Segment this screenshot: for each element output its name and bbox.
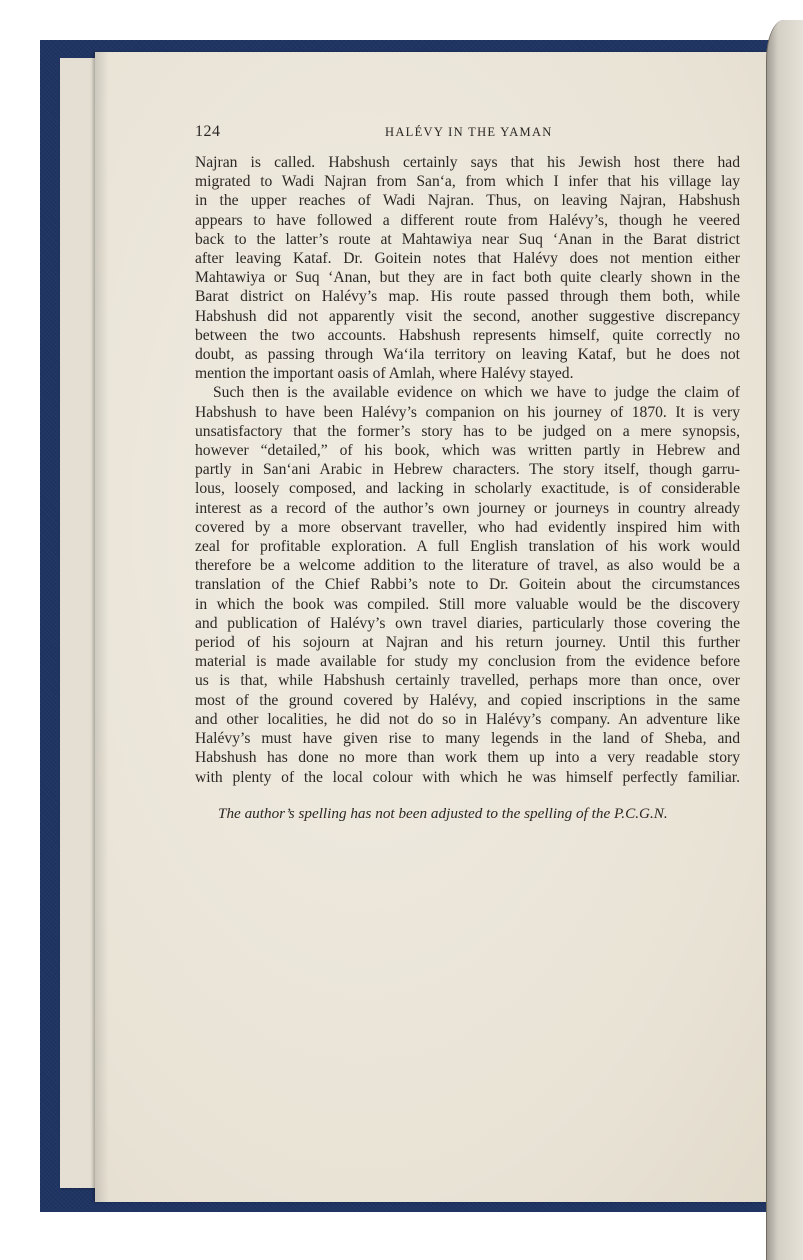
text-line: translation of the Chief Rabbi’s note to Dr. Goitein about the circumstances	[195, 576, 740, 594]
text-line: in the upper reaches of Wadi Najran. Thus, on leaving Najran, Habshush	[195, 192, 740, 210]
text-line: interest as a record of the author’s own journey or journeys in country already	[195, 499, 740, 517]
paragraph-2	[195, 383, 740, 786]
text-line: appears to have followed a different route from Halévy’s, though he veered	[195, 211, 740, 229]
text-line: and publication of Halévy’s own travel diaries, particularly those covering the	[195, 614, 740, 632]
text-line: period of his sojourn at Najran and his return journey. Until this further	[195, 634, 740, 652]
text-line: therefore be a welcome addition to the literature of travel, as also would be a	[195, 557, 740, 575]
text-line: Habshush to have been Halévy’s companion on his journey of 1870. It is very	[195, 403, 740, 421]
facing-page-edge	[766, 20, 803, 1260]
text-line: Habshush did not apparently visit the second, another suggestive discrepancy	[195, 307, 740, 325]
text-line: Mahtawiya or Suq ‘Anan, but they are in fact both quite clearly shown in the	[195, 269, 740, 287]
text-line: unsatisfactory that the former’s story has to be judged on a mere synopsis,	[195, 422, 740, 440]
text-line: most of the ground covered by Halévy, and copied inscriptions in the same	[195, 691, 740, 709]
text-line: doubt, as passing through Wa‘ila territory on leaving Kataf, but he does not	[195, 346, 740, 364]
text-line: and other localities, he did not do so in Halévy’s company. An adventure like	[195, 710, 740, 728]
text-line: Such then is the available evidence on which we have to judge the claim of	[213, 384, 740, 402]
text-line: Barat district on Halévy’s map. His route passed through them both, while	[195, 288, 740, 306]
text-line: after leaving Kataf. Dr. Goitein notes that Halévy does not mention either	[195, 250, 740, 268]
page-number: 124	[195, 123, 221, 140]
running-head: HALÉVY IN THE YAMAN	[385, 125, 553, 139]
text-line: between the two accounts. Habshush represents himself, quite correctly no	[195, 326, 740, 344]
body-text	[195, 153, 740, 787]
text-line: migrated to Wadi Najran from San‘a, from which I infer that his village lay	[195, 173, 740, 191]
page-gutter-shadow	[95, 52, 109, 1202]
text-line: Habshush has done no more than work them up into a very readable story	[195, 749, 740, 767]
text-line: back to the latter’s route at Mahtawiya near Suq ‘Anan in the Barat district	[195, 230, 740, 248]
text-line: Najran is called. Habshush certainly says that his Jewish host there had	[195, 154, 740, 171]
text-line: partly in San‘ani Arabic in Hebrew characters. The story itself, though garru-	[195, 461, 740, 479]
text-line: material is made available for study my conclusion from the evidence before	[195, 653, 740, 671]
text-line: us is that, while Habshush certainly travelled, perhaps more than once, over	[195, 672, 740, 690]
text-line: with plenty of the local colour with which he was himself perfectly familiar.	[195, 768, 740, 786]
text-line: mention the important oasis of Amlah, where Halévy stayed.	[195, 365, 574, 383]
paragraph-1	[195, 153, 740, 383]
text-line: zeal for profitable exploration. A full English translation of his work would	[195, 538, 740, 556]
text-line: Halévy’s must have given rise to many legends in the land of Sheba, and	[195, 730, 740, 748]
text-line: covered by a more observant traveller, who had evidently inspired him with	[195, 518, 740, 536]
spelling-note: The author’s spelling has not been adjusted to the spelling of the P.C.G.N.	[218, 805, 668, 822]
text-line: lous, loosely composed, and lacking in scholarly exactitude, is of considerable	[195, 480, 740, 498]
text-line: however “detailed,” of his book, which was written partly in Hebrew and	[195, 442, 740, 460]
page-header	[195, 123, 740, 143]
text-line: in which the book was compiled. Still more valuable would be the discovery	[195, 595, 740, 613]
